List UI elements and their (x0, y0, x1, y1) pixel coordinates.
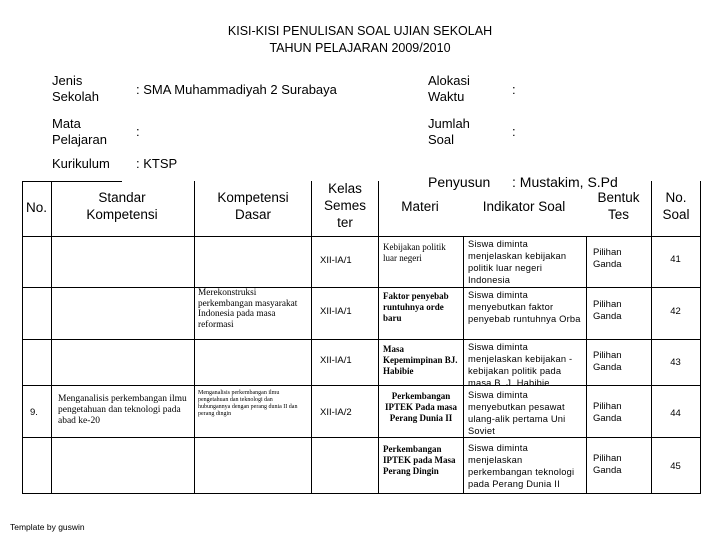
row5-bentuk: Pilihan Ganda (593, 453, 622, 476)
table-row-divider (22, 385, 700, 386)
header-bentuk-tes: Bentuk Tes (597, 190, 640, 222)
row2-kelas: XII-IA/1 (320, 306, 352, 317)
alokasi-waktu-label: Alokasi Waktu (428, 73, 470, 104)
table-bottom-border (22, 493, 700, 494)
row5-materi: Perkembangan IPTEK pada Masa Perang Dingin (383, 444, 456, 476)
row2-indikator: Siswa diminta menyebutkan faktor penyebab runtuhnya Orba (468, 290, 581, 324)
row-number: 9. (30, 407, 38, 418)
row3-indikator: Siswa diminta menjelaskan kebijakan - kebijakan politik pada masa B. J. Habibie (468, 342, 573, 388)
standar-kompetensi-value: Menganalisis perkembangan ilmu pengetahuan dan teknologi pada abad ke-20 (58, 394, 187, 426)
jumlah-soal-value: : (512, 124, 516, 139)
kompetensi-dasar-1: Merekonstruksi perkembangan masyarakat Indonesia pada masa reformasi (198, 288, 298, 330)
row5-no-soal: 45 (670, 461, 681, 472)
jumlah-soal-label: Jumlah Soal (428, 116, 470, 147)
table-row-divider (22, 437, 700, 438)
table-col-border (22, 181, 23, 494)
kurikulum-value: : KTSP (136, 156, 178, 171)
table-row-divider (22, 287, 700, 288)
row2-materi: Faktor penyebab runtuhnya orde baru (383, 291, 449, 323)
header-no: No. (25, 200, 47, 215)
document-title: KISI-KISI PENULISAN SOAL UJIAN SEKOLAH (227, 24, 493, 38)
row2-bentuk: Pilihan Ganda (593, 299, 622, 322)
header-kelas-semester: Kelas Semes ter (323, 181, 367, 230)
row1-no-soal: 41 (670, 254, 681, 265)
row4-kelas: XII-IA/2 (320, 407, 352, 418)
template-credit: Template by guswin (10, 522, 85, 532)
table-row-divider (22, 339, 700, 340)
penyusun-value: : Mustakim, S.Pd (512, 174, 618, 190)
row3-kelas: XII-IA/1 (320, 355, 352, 366)
row4-indikator: Siswa diminta menyebutkan pesawat ulang-alik pertama Uni Soviet (468, 390, 566, 436)
table-col-border (51, 181, 52, 494)
jenis-sekolah-label: Jenis Sekolah (52, 73, 99, 104)
row4-bentuk: Pilihan Ganda (593, 401, 622, 424)
document-subtitle: TAHUN PELAJARAN 2009/2010 (269, 41, 451, 55)
table-header-bottom (22, 236, 700, 237)
table-col-border (378, 181, 379, 494)
row4-materi: Perkembangan IPTEK Pada masa Perang Dunia II (384, 391, 457, 423)
penyusun-label: Penyusun (428, 174, 491, 190)
header-standar-kompetensi: Standar Kompetensi (86, 190, 158, 222)
row3-no-soal: 43 (670, 357, 681, 368)
header-kompetensi-dasar: Kompetensi Dasar (217, 190, 289, 222)
row5-indikator: Siswa diminta menjelaskan perkembangan teknologi pada Perang Dunia II (468, 443, 575, 489)
row3-bentuk: Pilihan Ganda (593, 350, 622, 373)
header-indikator-soal: Indikator Soal (482, 199, 566, 214)
row1-kelas: XII-IA/1 (320, 255, 352, 266)
kurikulum-label: Kurikulum (52, 156, 110, 171)
table-col-border (194, 181, 195, 494)
kompetensi-dasar-2: Menganalisis perkembangan ilmu pengetahuan dan teknologi dan hubungannya dengan perang dunia II dan perang dingin (198, 390, 298, 417)
jenis-sekolah-value: : SMA Muhammadiyah 2 Surabaya (136, 82, 337, 97)
header-materi: Materi (401, 199, 439, 214)
row2-no-soal: 42 (670, 306, 681, 317)
table-col-border (311, 181, 312, 494)
table-border-top-left (22, 181, 122, 182)
table-col-border (586, 236, 587, 494)
table-col-border (700, 181, 701, 494)
row3-materi: Masa Kepemimpinan BJ. Habibie (383, 344, 458, 376)
mata-pelajaran-value: : (136, 124, 140, 139)
header-no-soal: No. Soal (662, 190, 690, 222)
row1-materi: Kebijakan politik luar negeri (383, 242, 446, 263)
mata-pelajaran-label: Mata Pelajaran (52, 116, 107, 147)
table-col-border (463, 236, 464, 494)
row1-bentuk: Pilihan Ganda (593, 247, 622, 270)
row1-indikator: Siswa diminta menjelaskan kebijakan politik luar negeri Indonesia (468, 239, 567, 285)
row4-no-soal: 44 (670, 408, 681, 419)
table-col-border (651, 181, 652, 494)
alokasi-waktu-value: : (512, 82, 516, 97)
